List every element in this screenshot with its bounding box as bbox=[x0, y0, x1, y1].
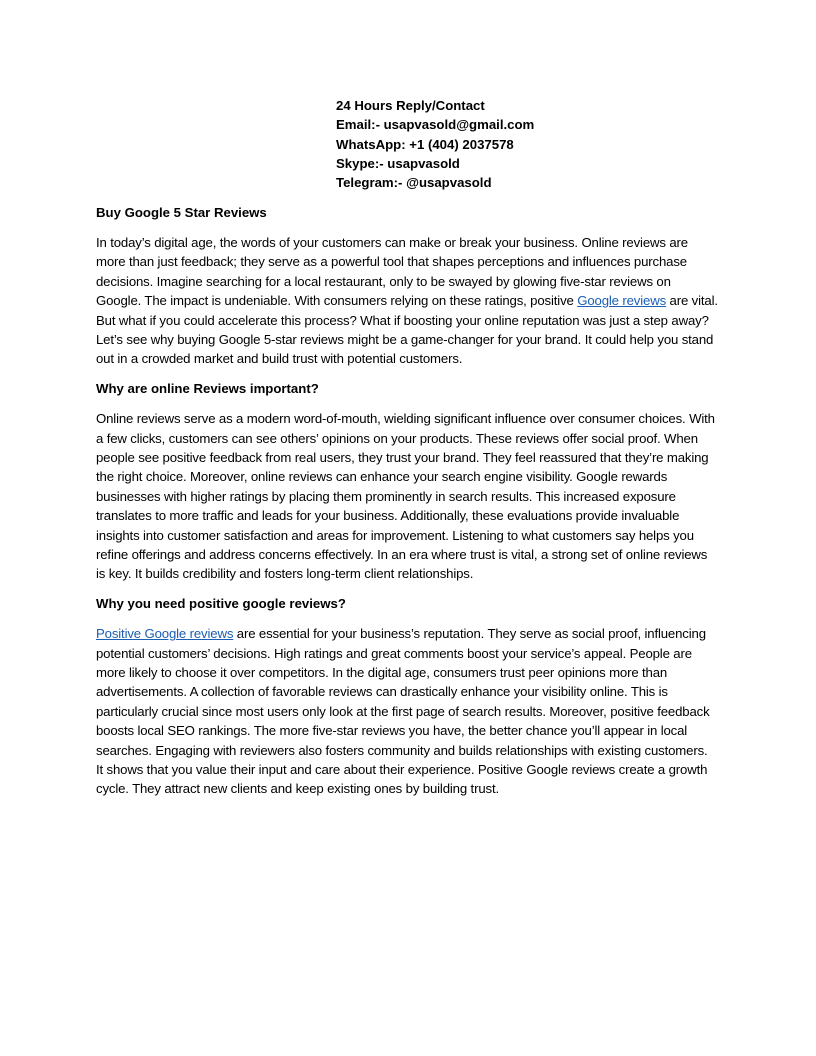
page-title: Buy Google 5 Star Reviews bbox=[96, 205, 267, 220]
contact-whatsapp: WhatsApp: +1 (404) 2037578 bbox=[336, 136, 514, 152]
need-paragraph bbox=[96, 624, 718, 799]
contact-email: Email:- usapvasold@gmail.com bbox=[336, 117, 535, 133]
importance-paragraph: Online reviews serve as a modern word-of-mouth, wielding significant influence over consumer choices. With a few clicks, customers can see others’ opinions on your products. These reviews offer social proof. When people see positive feedback from real users, they trust your brand. They feel reassured that they’re making the right choice. Moreover, online reviews can enhance your search engine visibility. Google rewards businesses with higher ratings by placing them prominently in search results. This increased exposure translates to more traffic and leads for your business. Additionally, these evaluations provide invaluable insights into customer satisfaction and areas for improvement. Listening to what customers say helps you refine offerings and address concerns effectively. In an era where trust is vital, a strong set of online reviews is key. It builds credibility and fosters long-term client relationships. bbox=[96, 411, 715, 582]
intro-text-part1: In today’s digital age, the words of your customers can make or break your business. Online reviews are more than just feedback; they serve as a powerful tool that shapes perceptions and influences purchase decisions. Imagine searching for a local restaurant, only to be swayed by glowing five-star reviews on Google. The impact is undeniable. With consumers relying on these ratings, positive bbox=[96, 234, 688, 309]
section-heading-importance: Why are online Reviews important? bbox=[96, 381, 319, 397]
contact-skype: Skype:- usapvasold bbox=[336, 155, 460, 171]
positive-google-reviews-link[interactable]: Positive Google reviews bbox=[96, 626, 234, 642]
contact-telegram: Telegram:- @usapvasold bbox=[336, 175, 492, 191]
google-reviews-link[interactable]: Google reviews bbox=[577, 293, 667, 309]
document-body bbox=[96, 203, 718, 809]
need-text: are essential for your business’s reputation. They serve as social proof, influencing potential customers’ decisions. High ratings and great comments boost your service’s appeal. People are more likely to choose it over competitors. In the digital age, consumers trust peer opinions more than advertisements. A collection of favorable reviews can drastically enhance your visibility online. This is particularly crucial since most users only look at the first page of search results. Moreover, positive feedback boosts local SEO rankings. The more five-star reviews you have, the better chance you’ll appear in local searches. Engaging with reviewers also fosters community and builds relationships with existing customers. It shows that you value their input and care about their experience. Positive Google reviews create a growth cycle. They attract new clients and keep existing ones by building trust. bbox=[96, 626, 710, 797]
contact-info-block bbox=[336, 96, 696, 192]
contact-heading: 24 Hours Reply/Contact bbox=[336, 98, 485, 113]
intro-text-part2: are vital. But what if you could accelerate this process? What if boosting your online reputation was just a step away? Let’s see why buying Google 5-star reviews might be a game-changer for your brand. It could help you stand out in a crowded market and build trust with potential customers. bbox=[96, 293, 718, 367]
intro-paragraph bbox=[96, 233, 718, 369]
section-heading-need: Why you need positive google reviews? bbox=[96, 596, 346, 612]
